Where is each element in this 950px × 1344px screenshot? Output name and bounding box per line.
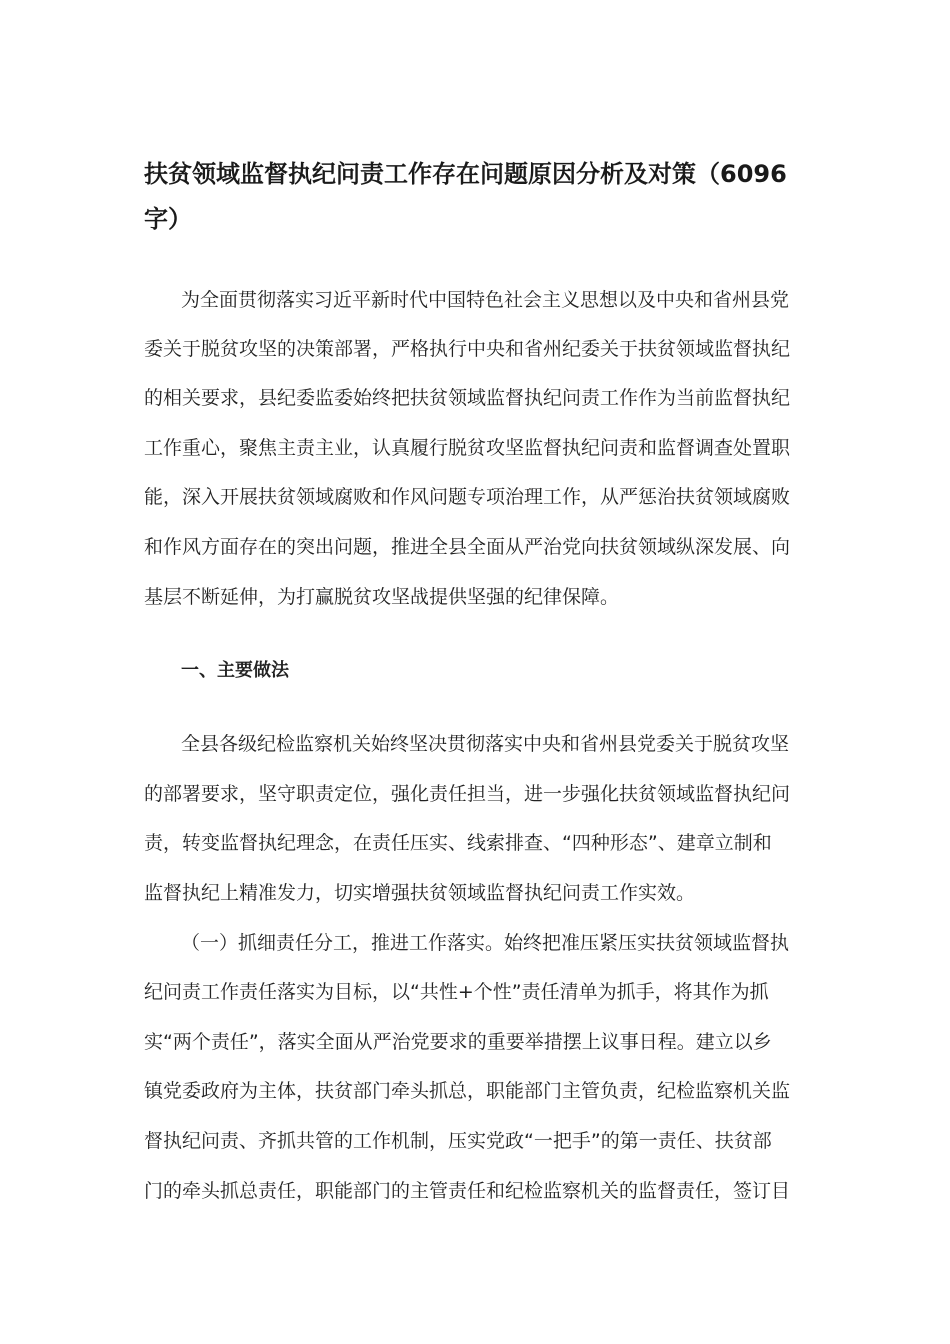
intro-line: 的相关要求，县纪委监委始终把扶贫领域监督执纪问责工作作为当前监督执纪 [144, 387, 791, 409]
subsection-line: 纪问责工作责任落实为目标，以“共性+个性”责任清单为抓手，将其作为抓 [144, 981, 769, 1003]
intro-line: 能，深入开展扶贫领域腐败和作风问题专项治理工作，从严惩治扶贫领域腐败 [144, 486, 791, 508]
section-line: 的部署要求，坚守职责定位，强化责任担当，进一步强化扶贫领域监督执纪问 [144, 783, 791, 805]
intro-line: 委关于脱贫攻坚的决策部署，严格执行中央和省州纪委关于扶贫领域监督执纪 [144, 338, 791, 360]
subsection-line: 督执纪问责、齐抓共管的工作机制，压实党政“一把手”的第一责任、扶贫部 [144, 1130, 772, 1152]
intro-line: 和作风方面存在的突出问题，推进全县全面从严治党向扶贫领域纵深发展、向 [144, 536, 791, 558]
section-line: 监督执纪上精准发力，切实增强扶贫领域监督执纪问责工作实效。 [144, 882, 696, 904]
intro-line: 为全面贯彻落实习近平新时代中国特色社会主义思想以及中央和省州县党 [181, 289, 790, 311]
section-heading: 一、主要做法 [181, 660, 289, 681]
intro-line: 基层不断延伸，为打赢脱贫攻坚战提供坚强的纪律保障。 [144, 586, 620, 608]
intro-line: 工作重心，聚焦主责主业，认真履行脱贫攻坚监督执纪问责和监督调查处置职 [144, 437, 791, 459]
subsection-line: 门的牵头抓总责任，职能部门的主管责任和纪检监察机关的监督责任，签订目 [144, 1180, 791, 1202]
subsection-line: 实“两个责任”，落实全面从严治党要求的重要举措摆上议事日程。建立以乡 [144, 1031, 772, 1053]
document-title: 扶贫领域监督执纪问责工作存在问题原因分析及对策（6096字） [144, 160, 787, 233]
subsection-line: 镇党委政府为主体，扶贫部门牵头抓总，职能部门主管负责，纪检监察机关监 [144, 1080, 791, 1102]
section-line: 责，转变监督执纪理念，在责任压实、线索排查、“四种形态”、建章立制和 [144, 832, 772, 854]
subsection-line: （一）抓细责任分工，推进工作落实。始终把准压紧压实扶贫领域监督执 [181, 932, 790, 954]
section-line: 全县各级纪检监察机关始终坚决贯彻落实中央和省州县党委关于脱贫攻坚 [181, 733, 790, 755]
